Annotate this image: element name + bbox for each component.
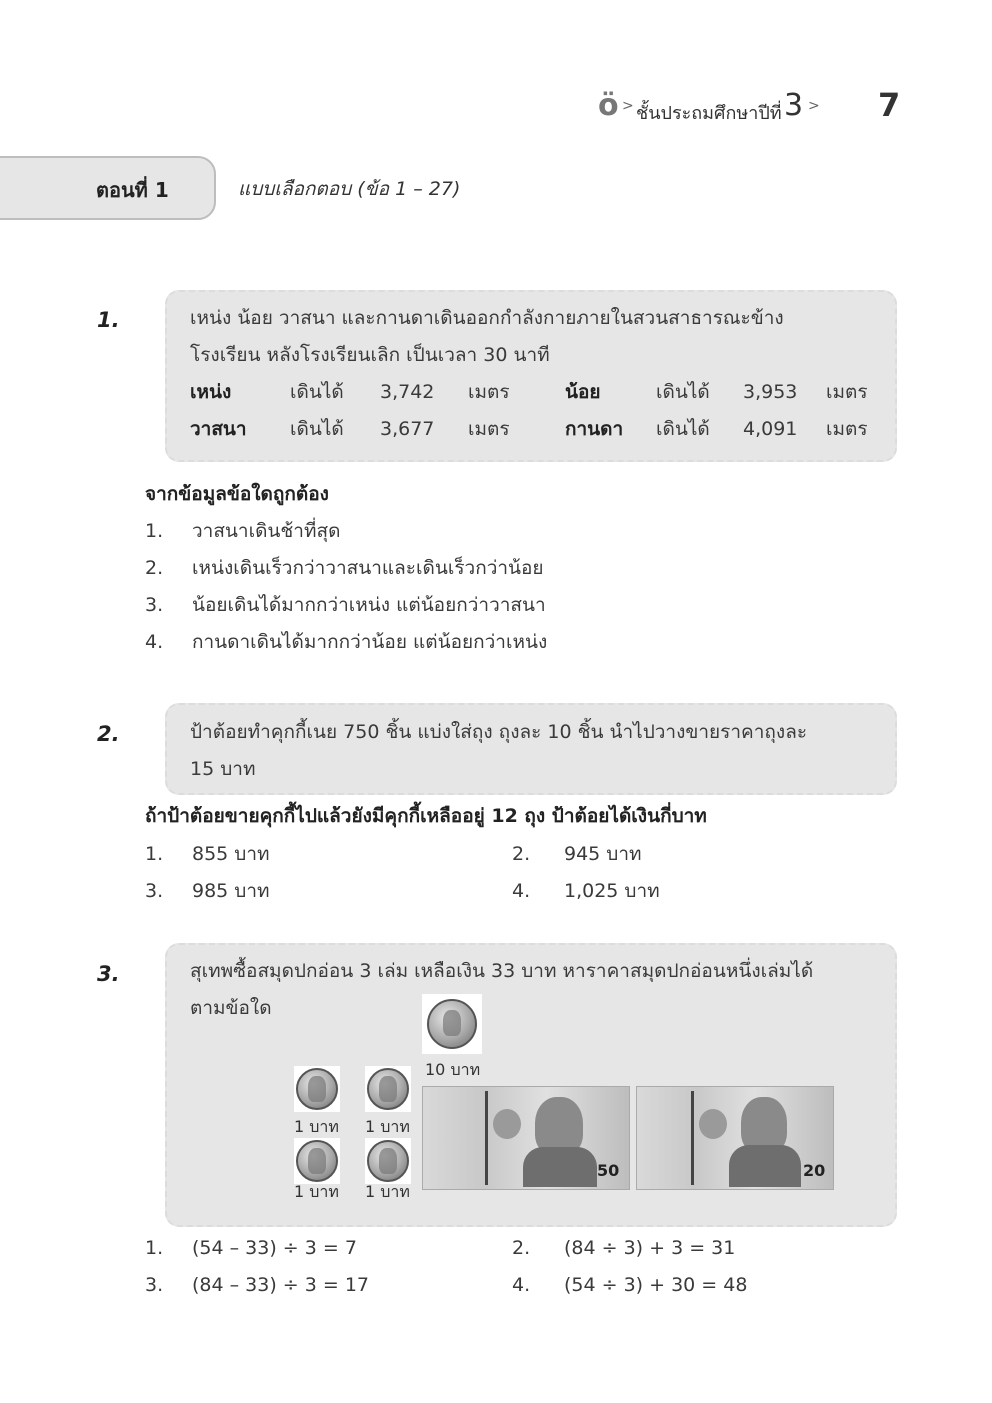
coin-1-baht-frame	[365, 1066, 411, 1112]
data-name-cell: น้อย	[565, 381, 601, 403]
choice-number: 1.	[145, 520, 164, 542]
coin-1-baht-frame	[294, 1138, 340, 1184]
coin-10-baht-icon	[427, 999, 477, 1049]
section-label-box	[0, 156, 216, 220]
banknote-seal	[493, 1109, 521, 1139]
banknote-stripe	[691, 1091, 694, 1185]
choice-number: 2.	[512, 1237, 531, 1259]
choice-text[interactable]: วาสนาเดินช้าที่สุด	[192, 520, 341, 542]
header-prefix-glyph: ö	[598, 88, 619, 123]
banknote-uniform	[729, 1145, 801, 1187]
choice-number: 3.	[145, 880, 164, 902]
question-number: 1.	[97, 308, 120, 332]
choice-text[interactable]: น้อยเดินได้มากกว่าเหน่ง แต่น้อยกว่าวาสนา	[192, 594, 546, 616]
header-arrow-icon: >	[808, 98, 820, 114]
page-header	[598, 86, 901, 132]
banknote-50-baht	[422, 1086, 630, 1190]
data-value-cell: 3,677	[380, 418, 435, 440]
choice-text[interactable]: (84 – 33) ÷ 3 = 17	[192, 1274, 370, 1296]
choice-text[interactable]: กานดาเดินได้มากกว่าน้อย แต่น้อยกว่าเหน่ง	[192, 631, 548, 653]
data-unit-cell: เมตร	[468, 381, 510, 403]
coin-1-baht-frame	[294, 1066, 340, 1112]
banknote-20-baht	[636, 1086, 834, 1190]
page-number: 7	[878, 86, 901, 124]
banknote-value: 50	[597, 1161, 620, 1180]
choice-text[interactable]: (54 – 33) ÷ 3 = 7	[192, 1237, 357, 1259]
choice-text[interactable]: (54 ÷ 3) + 30 = 48	[564, 1274, 748, 1296]
coin-1-baht-icon	[367, 1140, 409, 1182]
choice-number: 2.	[145, 557, 164, 579]
question-number: 2.	[97, 722, 120, 746]
data-verb-cell: เดินได้	[290, 381, 344, 403]
choice-number: 3.	[145, 1274, 164, 1296]
choice-number: 2.	[512, 843, 531, 865]
header-grade-number: 3	[784, 88, 804, 123]
choice-text[interactable]: (84 ÷ 3) + 3 = 31	[564, 1237, 736, 1259]
header-grade-text: ชั้นประถมศึกษาปีที่	[636, 103, 782, 124]
question-stem-line: สุเทพซื้อสมุดปกอ่อน 3 เล่ม เหลือเงิน 33 บาท หาราคาสมุดปกอ่อนหนึ่งเล่มได้	[190, 960, 814, 982]
section-description: แบบเลือกตอบ (ข้อ 1 – 27)	[238, 178, 461, 200]
choice-text[interactable]: เหน่งเดินเร็วกว่าวาสนาและเดินเร็วกว่าน้อย	[192, 557, 544, 579]
coin-1-baht-icon	[367, 1068, 409, 1110]
data-verb-cell: เดินได้	[290, 418, 344, 440]
coin-label: 1 บาท	[294, 1117, 339, 1136]
data-unit-cell: เมตร	[826, 418, 868, 440]
coin-label: 10 บาท	[425, 1060, 481, 1079]
question-stem-line: ป้าต้อยทำคุกกี้เนย 750 ชิ้น แบ่งใส่ถุง ถุงละ 10 ชิ้น นำไปวางขายราคาถุงละ	[190, 721, 808, 743]
banknote-seal	[699, 1109, 727, 1139]
choice-number: 1.	[145, 1237, 164, 1259]
choice-text[interactable]: 1,025 บาท	[564, 880, 660, 902]
coin-label: 1 บาท	[365, 1182, 410, 1201]
data-verb-cell: เดินได้	[656, 381, 710, 403]
coin-label: 1 บาท	[365, 1117, 410, 1136]
header-arrow-icon: >	[622, 98, 634, 114]
banknote-stripe	[485, 1091, 488, 1185]
section-label: ตอนที่ 1	[96, 178, 169, 202]
question-stem-line: เหน่ง น้อย วาสนา และกานดาเดินออกกำลังกายภายในสวนสาธารณะข้าง	[190, 307, 784, 329]
data-value-cell: 3,953	[743, 381, 798, 403]
choice-number: 3.	[145, 594, 164, 616]
data-unit-cell: เมตร	[468, 418, 510, 440]
choice-number: 4.	[145, 631, 164, 653]
data-value-cell: 4,091	[743, 418, 798, 440]
question-prompt: ถ้าป้าต้อยขายคุกกี้ไปแล้วยังมีคุกกี้เหลืออยู่ 12 ถุง ป้าต้อยได้เงินกี่บาท	[145, 805, 707, 827]
coin-10-baht-frame	[422, 994, 482, 1054]
coin-label: 1 บาท	[294, 1182, 339, 1201]
choice-number: 4.	[512, 880, 531, 902]
banknote-value: 20	[803, 1161, 826, 1180]
choice-number: 4.	[512, 1274, 531, 1296]
data-name-cell: กานดา	[565, 418, 624, 440]
data-name-cell: วาสนา	[190, 418, 247, 440]
coin-1-baht-frame	[365, 1138, 411, 1184]
coin-1-baht-icon	[296, 1140, 338, 1182]
question-prompt: จากข้อมูลข้อใดถูกต้อง	[145, 483, 329, 505]
data-unit-cell: เมตร	[826, 381, 868, 403]
banknote-uniform	[523, 1147, 597, 1187]
question-number: 3.	[97, 962, 120, 986]
coin-1-baht-icon	[296, 1068, 338, 1110]
question-stem-line: 15 บาท	[190, 758, 256, 780]
question-stem-line: โรงเรียน หลังโรงเรียนเลิก เป็นเวลา 30 นาที	[190, 344, 550, 366]
choice-text[interactable]: 945 บาท	[564, 843, 642, 865]
data-value-cell: 3,742	[380, 381, 435, 403]
data-name-cell: เหน่ง	[190, 381, 232, 403]
data-verb-cell: เดินได้	[656, 418, 710, 440]
choice-text[interactable]: 855 บาท	[192, 843, 270, 865]
choice-text[interactable]: 985 บาท	[192, 880, 270, 902]
question-stem-line: ตามข้อใด	[190, 997, 272, 1019]
choice-number: 1.	[145, 843, 164, 865]
